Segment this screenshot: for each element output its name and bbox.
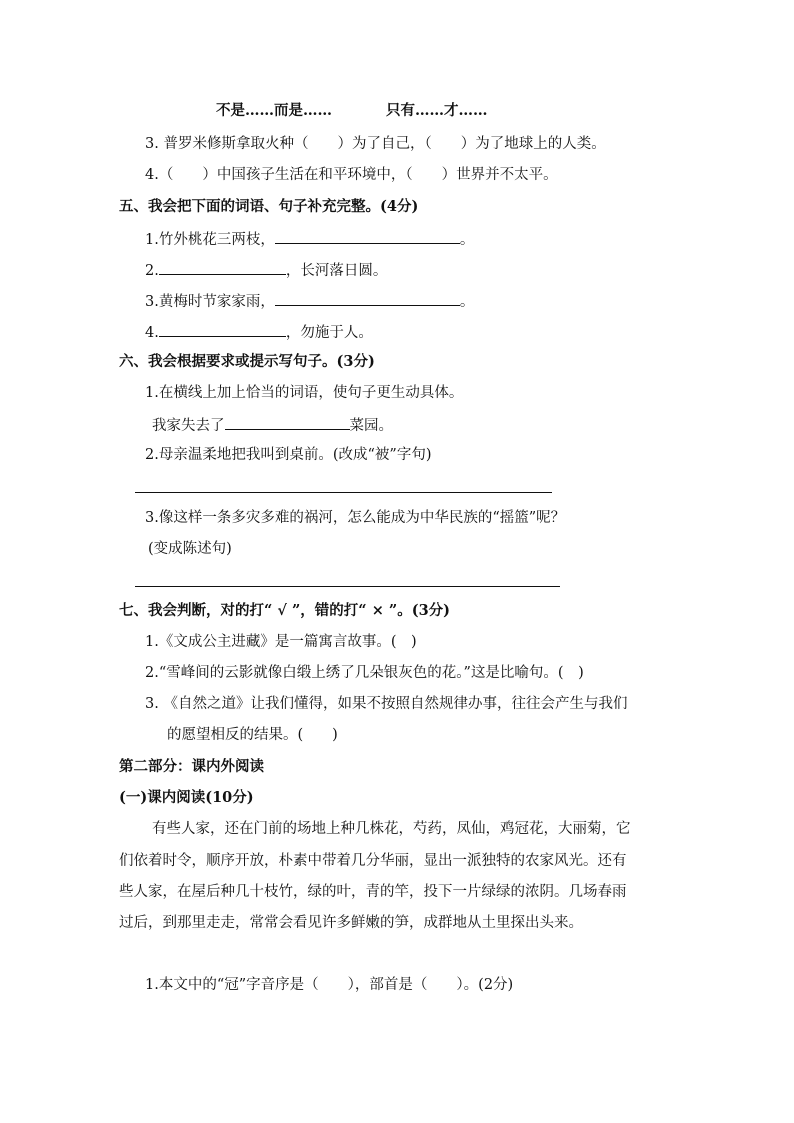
s5-item-3 <box>145 290 474 312</box>
connective-option-1: 不是……而是…… <box>216 102 332 119</box>
s7-item-2: 2.“雪峰间的云影就像白缎上绣了几朵银灰色的花。”这是比喻句。( ) <box>145 665 584 681</box>
s5-item-1-end: 。 <box>459 232 475 248</box>
s5-item-4-num: 4. <box>145 325 159 341</box>
s5-item-4-text: ，勿施于人。 <box>285 325 373 341</box>
section-7-heading: 七、我会判断，对的打“ √ ”，错的打“ × ”。(3分) <box>119 602 451 619</box>
q4-item-4: 4.（ ）中国孩子生活在和平环境中，（ ）世界并不太平。 <box>145 167 558 183</box>
passage-line: 过后，到那里走走，常常会看见许多鲜嫩的笋，成群地从土里探出头来。 <box>119 915 583 931</box>
s7-item-3-cont: 的愿望相反的结果。( ) <box>167 727 338 743</box>
answer-blank[interactable] <box>275 228 460 244</box>
s7-item-3: 3. 《自然之道》让我们懂得，如果不按照自然规律办事，往往会产生与我们 <box>145 696 628 712</box>
reading-question-1: 1.本文中的“冠”字音序是（ ），部首是（ ）。(2分) <box>145 977 514 993</box>
s6-item-1: 1.在横线上加上恰当的词语，使句子更生动具体。 <box>145 385 464 401</box>
s6-item-2: 2.母亲温柔地把我叫到桌前。(改成“被”字句) <box>145 447 432 463</box>
s5-item-1-text: 1.竹外桃花三两枝， <box>145 232 275 248</box>
passage-line: 些人家，在屋后种几十枝竹，绿的叶，青的竿，投下一片绿绿的浓阴。几场春雨 <box>119 884 627 900</box>
s6-item-1-sentence <box>152 414 393 436</box>
connective-option-2: 只有……才…… <box>386 102 488 119</box>
s5-item-1 <box>145 228 474 250</box>
passage-line: 们依着时令，顺序开放，朴素中带着几分华丽，显出一派独特的农家风光。还有 <box>119 853 627 869</box>
section-5-heading: 五、我会把下面的词语、句子补充完整。(4分) <box>119 198 419 215</box>
reading-1-heading: (一)课内阅读(10分) <box>119 789 254 806</box>
s6-item-1-pre: 我家失去了 <box>152 418 225 434</box>
s5-item-4 <box>145 321 373 343</box>
answer-blank[interactable] <box>159 321 286 337</box>
s5-item-2 <box>145 259 387 281</box>
answer-blank[interactable] <box>225 414 350 430</box>
s7-item-1: 1.《文成公主进藏》是一篇寓言故事。( ) <box>145 634 417 650</box>
answer-line[interactable] <box>135 492 552 493</box>
s6-item-3-hint: (变成陈述句) <box>148 541 232 557</box>
part-2-heading: 第二部分：课内外阅读 <box>119 758 264 775</box>
answer-line[interactable] <box>135 586 560 587</box>
answer-blank[interactable] <box>159 259 286 275</box>
s5-item-2-text: ，长河落日圆。 <box>285 263 388 279</box>
answer-blank[interactable] <box>275 290 460 306</box>
s5-item-3-text: 3.黄梅时节家家雨， <box>145 294 275 310</box>
passage-line: 有些人家，还在门前的场地上种几株花，芍药，凤仙，鸡冠花，大丽菊，它 <box>152 821 631 837</box>
q4-item-3: 3. 普罗米修斯拿取火种（ ）为了自己，（ ）为了地球上的人类。 <box>145 136 606 152</box>
s5-item-3-end: 。 <box>459 294 475 310</box>
section-6-heading: 六、我会根据要求或提示写句子。(3分) <box>119 353 375 370</box>
s6-item-1-post: 菜园。 <box>349 418 393 434</box>
s5-item-2-num: 2. <box>145 263 159 279</box>
s6-item-3: 3.像这样一条多灾多难的祸河，怎么能成为中华民族的“摇篮”呢？ <box>145 510 566 526</box>
